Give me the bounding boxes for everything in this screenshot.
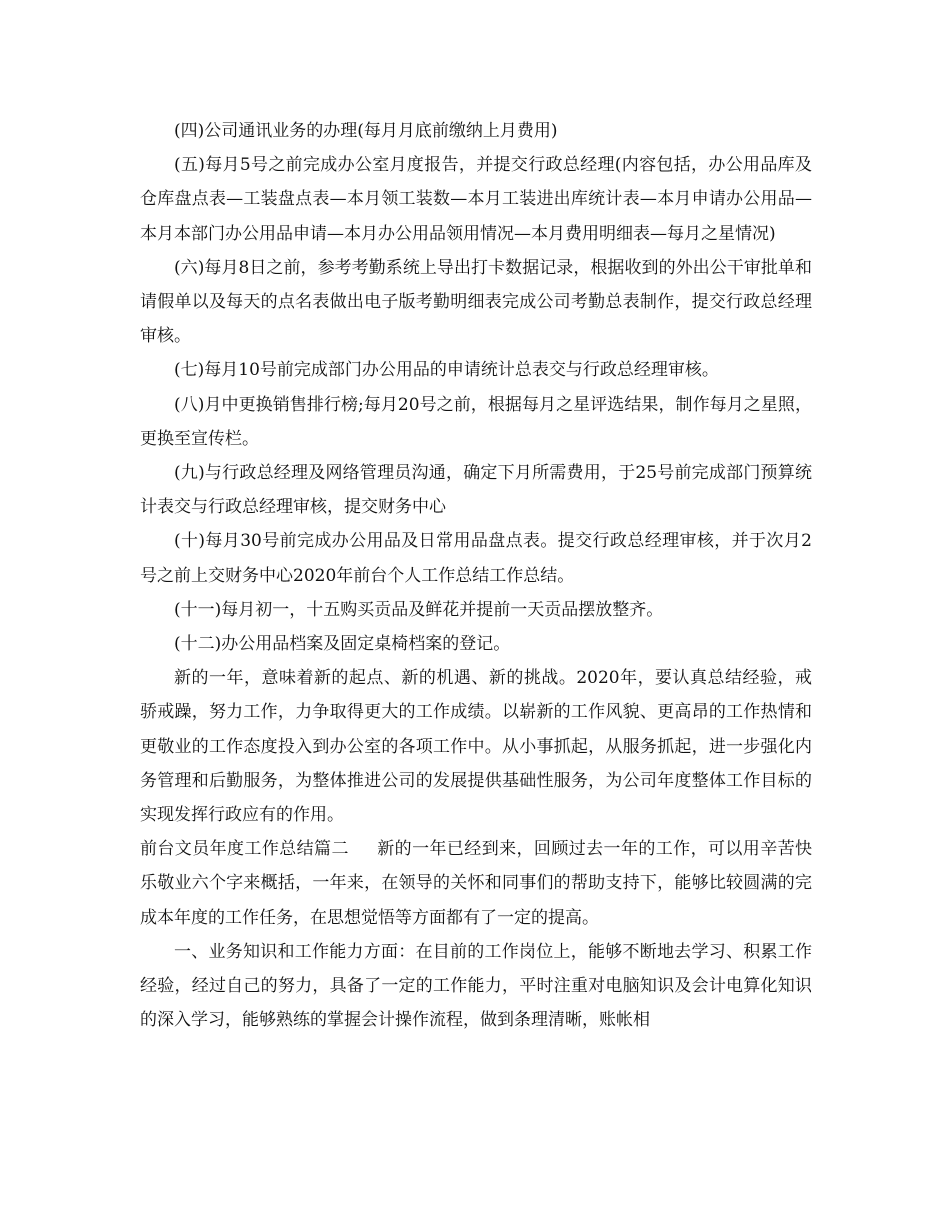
paragraph-item-11: (十一)每月初一，十五购买贡品及鲜花并提前一天贡品摆放整齐。 xyxy=(174,599,664,620)
paragraph-item-9: (九)与行政总经理及网络管理员沟通，确定下月所需费用，于25号前完成部门预算统计表交与行政总经理审核，提交财务中心 xyxy=(140,463,812,518)
paragraph-item-8: (八)月中更换销售排行榜;每月20号之前，根据每月之星评选结果，制作每月之星照，更换至宣传栏。 xyxy=(140,394,812,449)
paragraph-item-6: (六)每月8日之前，参考考勤系统上导出打卡数据记录，根据收到的外出公干审批单和请假单以及每天的点名表做出电子版考勤明细表完成公司考勤总表制作，提交行政总经理审核。 xyxy=(140,257,812,347)
section-title: 前台文员年度工作总结篇二 xyxy=(140,839,349,860)
paragraph-item-7: (七)每月10号前完成部门办公用品的申请统计总表交与行政总经理审核。 xyxy=(174,360,719,381)
closing-paragraph: 一、业务知识和工作能力方面：在目前的工作岗位上，能够不断地去学习、积累工作经验，经过自己的努力，具备了一定的工作能力，平时注重对电脑知识及会计电算化知识的深入学习，能够熟练的掌握会计操作流程，做到条理清晰，账帐相 xyxy=(140,941,812,1031)
section-two-paragraph xyxy=(140,832,812,935)
section-intro: 新的一年已经到来，回顾过去一年的工作，可以用辛苦快乐敬业六个字来概括，一年来，在领导的关怀和同事们的帮助支持下，能够比较圆满的完成本年度的工作任务，在思想觉悟等方面都有了一定的提高。 xyxy=(140,839,813,928)
document-body xyxy=(140,114,812,1037)
paragraph-item-4: (四)公司通讯业务的办理(每月月底前缴纳上月费用) xyxy=(174,121,558,141)
summary-paragraph: 新的一年，意味着新的起点、新的机遇、新的挑战。2020年，要认真总结经验，戒骄戒躁，努力工作，力争取得更大的工作成绩。以崭新的工作风貌、更高昂的工作热情和更敬业的工作态度投入到办公室的各项工作中。从小事抓起，从服务抓起，进一步强化内务管理和后勤服务，为整体推进公司的发展提供基础性服务，为公司年度整体工作目标的实现发挥行政应有的作用。 xyxy=(140,668,812,826)
paragraph-item-12: (十二)办公用品档案及固定桌椅档案的登记。 xyxy=(174,634,511,655)
paragraph-item-5: (五)每月5号之前完成办公室月度报告，并提交行政总经理(内容包括，办公用品库及仓库盘点表—工装盘点表—本月领工装数—本月工装进出库统计表—本月申请办公用品—本月本部门办公用品申请—本月办公用品领用情况—本月费用明细表—每月之星情况) xyxy=(140,155,812,244)
paragraph-item-10: (十)每月30号前完成办公用品及日常用品盘点表。提交行政总经理审核，并于次月2号之前上交财务中心2020年前台个人工作总结工作总结。 xyxy=(140,531,812,586)
